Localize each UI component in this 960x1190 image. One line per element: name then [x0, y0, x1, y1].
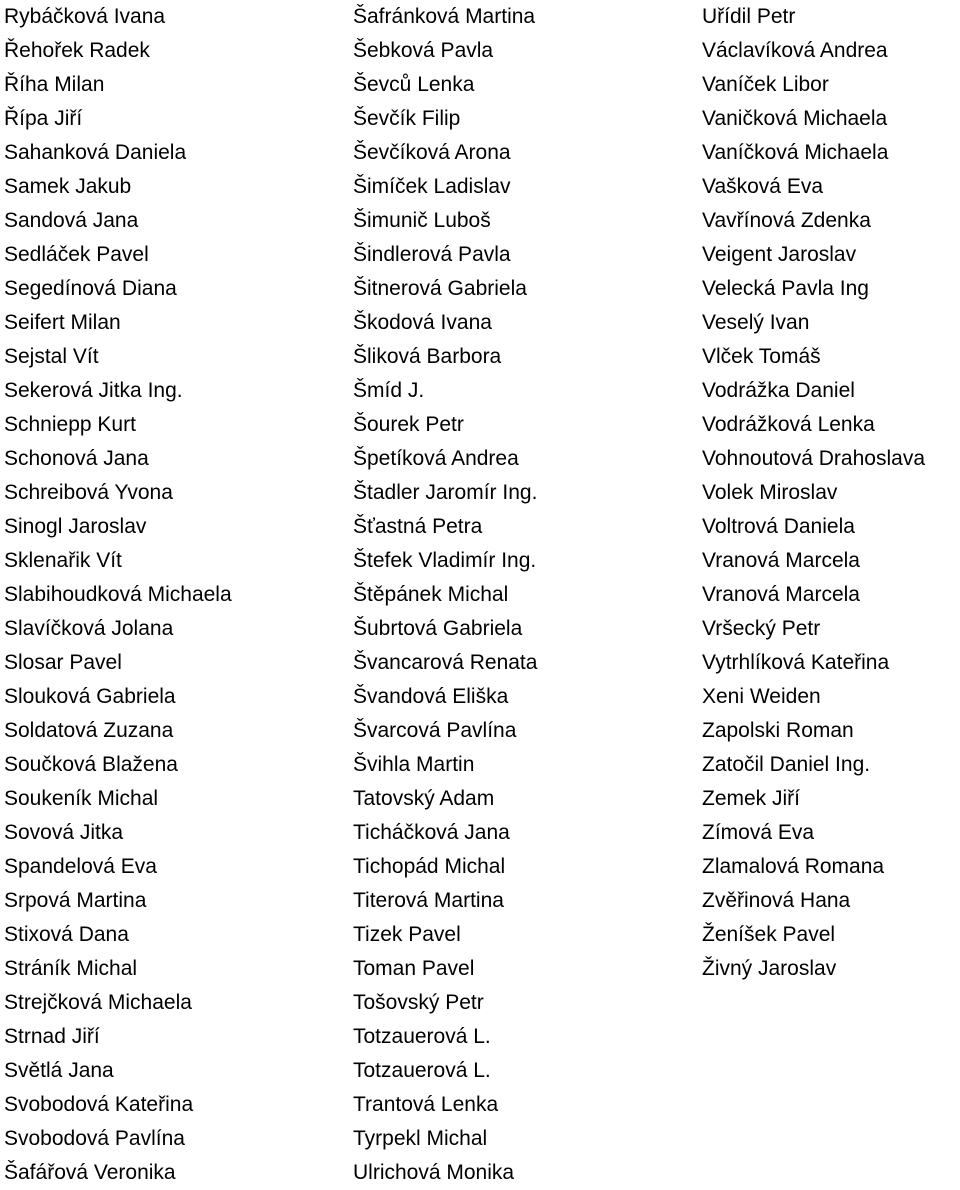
list-item: Vodrážková Lenka: [702, 413, 875, 436]
list-item: Vohnoutová Drahoslava: [702, 447, 925, 470]
list-item: Zatočil Daniel Ing.: [702, 753, 871, 776]
list-item: Uřídil Petr: [702, 5, 796, 28]
list-item: Slouková Gabriela: [4, 685, 176, 708]
list-item: Segedínová Diana: [4, 277, 177, 300]
list-item: Tizek Pavel: [353, 923, 461, 946]
list-item: Vytrhlíková Kateřina: [702, 651, 890, 674]
list-item: Seifert Milan: [4, 311, 121, 334]
list-item: Vaníček Libor: [702, 73, 829, 96]
list-item: Zvěřinová Hana: [702, 889, 851, 912]
list-item: Šindlerová Pavla: [353, 243, 511, 266]
list-item: Živný Jaroslav: [702, 957, 837, 980]
list-item: Ulrichová Monika: [353, 1161, 515, 1184]
list-item: Zapolski Roman: [702, 719, 854, 742]
list-item: Veselý Ivan: [702, 311, 810, 334]
list-item: Štadler Jaromír Ing.: [353, 481, 538, 504]
list-item: Toman Pavel: [353, 957, 475, 980]
list-item: Štěpánek Michal: [353, 583, 509, 606]
list-item: Švihla Martin: [353, 753, 475, 776]
list-item: Srpová Martina: [4, 889, 147, 912]
list-item: Škodová Ivana: [353, 311, 492, 334]
list-item: Vodrážka Daniel: [702, 379, 855, 402]
list-item: Světlá Jana: [4, 1059, 114, 1082]
list-item: Strnad Jiří: [4, 1025, 100, 1048]
list-item: Soukeník Michal: [4, 787, 159, 810]
list-item: Šafránková Martina: [353, 5, 536, 28]
list-item: Tichopád Michal: [353, 855, 506, 878]
list-item: Švandová Eliška: [353, 685, 509, 708]
list-item: Volek Miroslav: [702, 481, 838, 504]
list-item: Rybáčková Ivana: [4, 5, 166, 28]
list-item: Vlček Tomáš: [702, 345, 821, 368]
list-item: Trantová Lenka: [353, 1093, 499, 1116]
list-item: Tatovský Adam: [353, 787, 495, 810]
list-item: Šťastná Petra: [353, 515, 483, 538]
list-item: Slabihoudková Michaela: [4, 583, 232, 606]
list-item: Vranová Marcela: [702, 583, 860, 606]
list-item: Šubrtová Gabriela: [353, 617, 523, 640]
list-item: Šliková Barbora: [353, 345, 502, 368]
list-item: Sedláček Pavel: [4, 243, 149, 266]
list-item: Soldatová Zuzana: [4, 719, 174, 742]
list-item: Součková Blažena: [4, 753, 178, 776]
list-item: Schniepp Kurt: [4, 413, 136, 436]
list-item: Šimunič Luboš: [353, 209, 491, 232]
list-item: Svobodová Kateřina: [4, 1093, 194, 1116]
list-item: Schonová Jana: [4, 447, 149, 470]
list-item: Zlamalová Romana: [702, 855, 885, 878]
list-item: Voltrová Daniela: [702, 515, 855, 538]
list-item: Špetíková Andrea: [353, 447, 519, 470]
list-item: Svobodová Pavlína: [4, 1127, 185, 1150]
list-item: Tyrpekl Michal: [353, 1127, 488, 1150]
list-item: Spandelová Eva: [4, 855, 157, 878]
list-item: Sovová Jitka: [4, 821, 124, 844]
list-item: Šafářová Veronika: [4, 1161, 176, 1184]
list-item: Strejčková Michaela: [4, 991, 192, 1014]
list-item: Šourek Petr: [353, 413, 464, 436]
list-item: Šimíček Ladislav: [353, 175, 511, 198]
list-item: Šitnerová Gabriela: [353, 277, 527, 300]
list-item: Štefek Vladimír Ing.: [353, 549, 537, 572]
list-item: Šebková Pavla: [353, 39, 494, 62]
list-item: Zemek Jiří: [702, 787, 801, 810]
name-column-3: [702, 0, 960, 986]
list-item: Schreibová Yvona: [4, 481, 173, 504]
list-item: Ticháčková Jana: [353, 821, 510, 844]
list-item: Sejstal Vít: [4, 345, 99, 368]
list-item: Řípa Jiří: [4, 107, 83, 130]
list-item: Švancarová Renata: [353, 651, 538, 674]
list-item: Sahanková Daniela: [4, 141, 187, 164]
name-column-2: [353, 0, 693, 1190]
name-column-1: [4, 0, 344, 1190]
list-item: Slosar Pavel: [4, 651, 122, 674]
list-item: Xeni Weiden: [702, 685, 821, 708]
list-item: Ševců Lenka: [353, 73, 475, 96]
list-item: Sandová Jana: [4, 209, 139, 232]
list-item: Veigent Jaroslav: [702, 243, 857, 266]
list-item: Ševčíková Arona: [353, 141, 511, 164]
list-item: Vavřínová Zdenka: [702, 209, 871, 232]
list-item: Stráník Michal: [4, 957, 138, 980]
list-item: Říha Milan: [4, 73, 105, 96]
list-item: Sinogl Jaroslav: [4, 515, 147, 538]
list-item: Velecká Pavla Ing: [702, 277, 869, 300]
list-item: Samek Jakub: [4, 175, 132, 198]
list-item: Vaničková Michaela: [702, 107, 888, 130]
list-item: Stixová Dana: [4, 923, 129, 946]
list-item: Ženíšek Pavel: [702, 923, 836, 946]
list-item: Ševčík Filip: [353, 107, 461, 130]
list-item: Totzauerová L.: [353, 1059, 491, 1082]
list-item: Sekerová Jitka Ing.: [4, 379, 183, 402]
list-item: Řehořek Radek: [4, 39, 150, 62]
list-item: Zímová Eva: [702, 821, 815, 844]
list-item: Vršecký Petr: [702, 617, 821, 640]
list-item: Vranová Marcela: [702, 549, 860, 572]
list-item: Vaníčková Michaela: [702, 141, 889, 164]
list-item: Slavíčková Jolana: [4, 617, 174, 640]
list-item: Tošovský Petr: [353, 991, 484, 1014]
list-item: Vašková Eva: [702, 175, 824, 198]
list-item: Šmíd J.: [353, 379, 425, 402]
list-item: Titerová Martina: [353, 889, 504, 912]
list-item: Švarcová Pavlína: [353, 719, 517, 742]
list-item: Václavíková Andrea: [702, 39, 888, 62]
list-item: Totzauerová L.: [353, 1025, 491, 1048]
list-item: Sklenařik Vít: [4, 549, 122, 572]
